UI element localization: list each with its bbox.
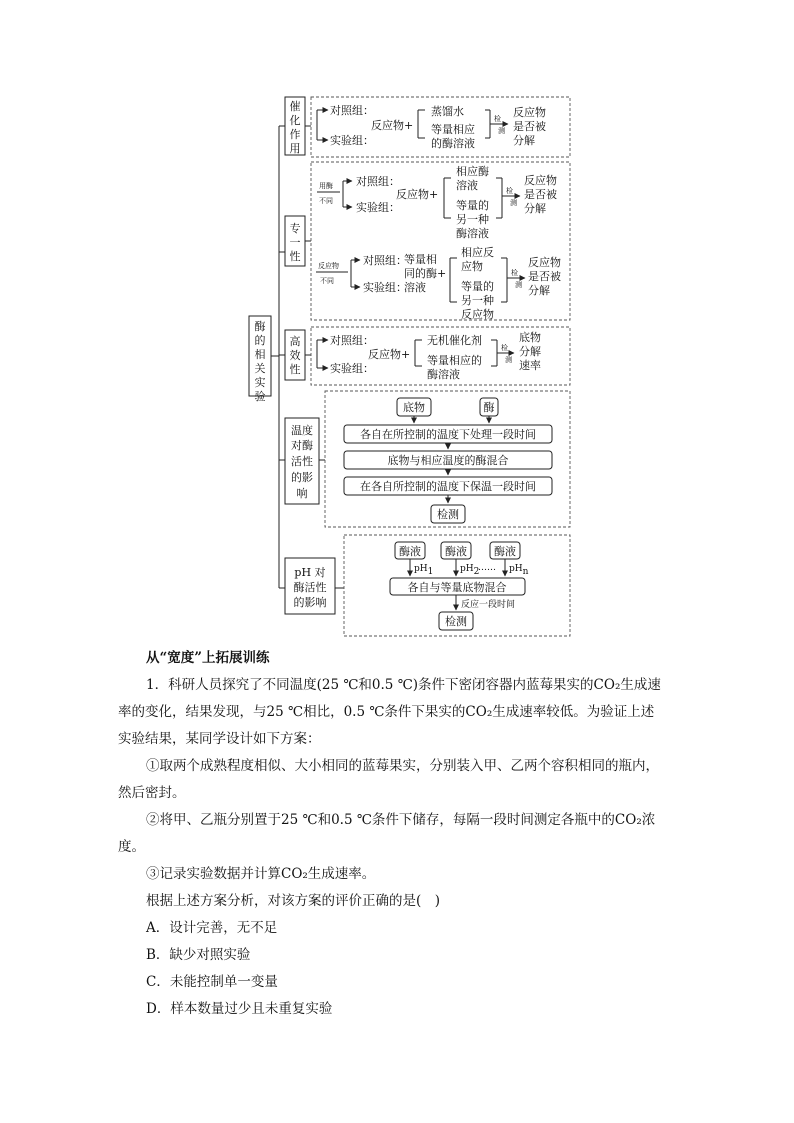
svg-text:活性: 活性 [291, 455, 313, 468]
option-d: D．样本数量过少且未重复实验 [146, 1001, 333, 1017]
svg-text:相应酶: 相应酶 [456, 165, 489, 178]
svg-text:反应物: 反应物 [461, 308, 494, 321]
svg-text:性: 性 [289, 250, 301, 263]
step-1-line-1: ①取两个成熟程度相似、大小相同的蓝莓果实，分别装入甲、乙两个容积相同的瓶内， [146, 758, 659, 774]
svg-text:pH1: pH1 [414, 564, 434, 577]
svg-text:分解: 分解 [528, 284, 550, 297]
svg-text:是否被: 是否被 [524, 188, 557, 201]
svg-text:酶液: 酶液 [399, 545, 421, 558]
svg-text:的影: 的影 [291, 471, 313, 484]
svg-text:用: 用 [289, 142, 301, 155]
svg-text:另一种: 另一种 [461, 294, 494, 307]
svg-text:的影响: 的影响 [293, 596, 327, 609]
svg-text:反应物+: 反应物+ [371, 119, 414, 132]
question-body [118, 645, 678, 1023]
svg-text:的酶溶液: 的酶溶液 [431, 137, 475, 150]
option-b: B．缺少对照实验 [146, 947, 251, 963]
svg-text:测: 测 [505, 356, 512, 364]
question-stem-line-2: 率的变化，结果发现，与25 ℃相比，0.5 ℃条件下果实的CO₂生成速率较低。为验证上述 [118, 704, 655, 720]
catalysis-section [285, 97, 570, 157]
svg-text:一: 一 [289, 236, 301, 249]
root-char-3: 相 [254, 348, 266, 361]
svg-text:检测: 检测 [437, 508, 459, 521]
svg-text:……: …… [478, 563, 496, 573]
svg-text:不同: 不同 [319, 197, 333, 205]
svg-text:高: 高 [289, 335, 301, 348]
svg-text:对照组：: 对照组： [330, 104, 374, 117]
svg-text:底物: 底物 [403, 401, 425, 414]
svg-text:反应一段时间: 反应一段时间 [461, 600, 516, 610]
svg-text:溶液: 溶液 [456, 179, 478, 192]
svg-text:同的酶+: 同的酶+ [404, 267, 447, 280]
svg-text:专: 专 [289, 222, 301, 235]
question-stem-line-1: 1．科研人员探究了不同温度(25 ℃和0.5 ℃)条件下密闭容器内蓝莓果实的CO₂生成速 [146, 677, 661, 693]
svg-text:检: 检 [511, 269, 518, 277]
svg-text:实验组：: 实验组： [356, 201, 400, 214]
svg-text:不同: 不同 [320, 277, 334, 285]
root-char-5: 实 [254, 376, 266, 389]
svg-text:等量的: 等量的 [461, 280, 494, 293]
subtitle: 从“宽度”上拓展训练 [146, 650, 270, 666]
step-1-line-2: 然后密封。 [118, 785, 186, 801]
svg-text:各自在所控制的温度下处理一段时间: 各自在所控制的温度下处理一段时间 [360, 428, 536, 441]
svg-text:无机催化剂: 无机催化剂 [427, 334, 482, 347]
svg-text:pHn: pHn [509, 564, 529, 577]
svg-text:检: 检 [501, 344, 508, 352]
root-char-6: 验 [254, 390, 266, 403]
root-char-4: 关 [254, 362, 266, 375]
tree-branches [271, 126, 285, 588]
svg-text:酶溶液: 酶溶液 [456, 227, 489, 240]
svg-text:是否被: 是否被 [513, 120, 546, 133]
svg-text:应物: 应物 [461, 260, 483, 273]
svg-text:反应物: 反应物 [524, 174, 557, 187]
svg-text:对照组：: 对照组： [330, 334, 374, 347]
svg-text:检: 检 [506, 187, 513, 195]
svg-text:另一种: 另一种 [456, 213, 489, 226]
svg-text:溶液: 溶液 [404, 281, 426, 294]
svg-text:用酶: 用酶 [319, 182, 333, 190]
svg-text:是否被: 是否被 [528, 270, 561, 283]
specificity-section [285, 162, 570, 321]
svg-text:对照组：: 对照组： [363, 254, 407, 267]
svg-text:分解: 分解 [513, 134, 535, 147]
svg-text:酶液: 酶液 [494, 545, 516, 558]
svg-text:速率: 速率 [519, 359, 541, 372]
temperature-section [285, 391, 570, 527]
svg-text:各自与等量底物混合: 各自与等量底物混合 [407, 581, 507, 594]
svg-text:反应物: 反应物 [513, 106, 546, 119]
svg-text:酶活性: 酶活性 [293, 581, 327, 594]
svg-text:对酶: 对酶 [291, 439, 313, 452]
svg-text:酶: 酶 [483, 401, 495, 414]
svg-text:反应物: 反应物 [318, 262, 339, 270]
root-char-2: 的 [254, 334, 266, 347]
svg-text:测: 测 [515, 281, 522, 289]
svg-text:化: 化 [289, 114, 301, 127]
step-2-line-2: 度。 [118, 839, 145, 855]
svg-text:酶液: 酶液 [445, 545, 467, 558]
svg-text:等量相应: 等量相应 [431, 123, 475, 136]
svg-text:性: 性 [289, 363, 301, 376]
svg-text:响: 响 [296, 487, 308, 500]
step-2-line-1: ②将甲、乙瓶分别置于25 ℃和0.5 ℃条件下储存，每隔一段时间测定各瓶中的CO₂浓 [146, 812, 656, 828]
option-c: C．未能控制单一变量 [146, 974, 278, 990]
svg-text:等量的: 等量的 [456, 199, 489, 212]
svg-text:酶溶液: 酶溶液 [427, 368, 460, 381]
svg-text:实验组：: 实验组： [330, 362, 374, 375]
svg-text:分解: 分解 [524, 202, 546, 215]
svg-text:效: 效 [289, 349, 301, 362]
svg-text:分解: 分解 [519, 345, 541, 358]
root-node [249, 316, 271, 403]
svg-text:温度: 温度 [291, 424, 313, 437]
svg-text:pH 对: pH 对 [294, 566, 326, 579]
question-prompt: 根据上述方案分析，对该方案的评价正确的是( ) [146, 893, 441, 909]
svg-text:反应物: 反应物 [528, 256, 561, 269]
svg-text:蒸馏水: 蒸馏水 [431, 105, 464, 118]
svg-text:实验组：: 实验组： [330, 134, 374, 147]
svg-text:作: 作 [289, 128, 301, 141]
question-stem-line-3: 实验结果，某同学设计如下方案： [118, 731, 321, 747]
svg-text:反应物+: 反应物+ [396, 188, 439, 201]
svg-text:相应反: 相应反 [461, 246, 494, 259]
step-3: ③记录实验数据并计算CO₂生成速率。 [146, 866, 376, 882]
svg-text:对照组：: 对照组： [356, 175, 400, 188]
svg-text:催: 催 [289, 100, 301, 113]
svg-text:测: 测 [498, 127, 505, 135]
svg-text:底物与相应温度的酶混合: 底物与相应温度的酶混合 [387, 454, 509, 467]
svg-text:pH2: pH2 [460, 564, 480, 577]
ph-section [285, 535, 570, 636]
efficiency-section [285, 327, 570, 385]
svg-text:实验组：: 实验组： [363, 281, 407, 294]
svg-text:等量相应的: 等量相应的 [427, 354, 482, 367]
svg-text:检: 检 [494, 115, 501, 123]
svg-text:等量相: 等量相 [404, 253, 437, 266]
svg-text:底物: 底物 [519, 331, 541, 344]
svg-text:反应物+: 反应物+ [368, 348, 411, 361]
option-a: A．设计完善，无不足 [146, 920, 278, 936]
svg-text:测: 测 [510, 199, 517, 207]
svg-text:检测: 检测 [445, 615, 467, 628]
svg-text:在各自所控制的温度下保温一段时间: 在各自所控制的温度下保温一段时间 [360, 480, 536, 493]
root-char-1: 酶 [254, 320, 266, 333]
